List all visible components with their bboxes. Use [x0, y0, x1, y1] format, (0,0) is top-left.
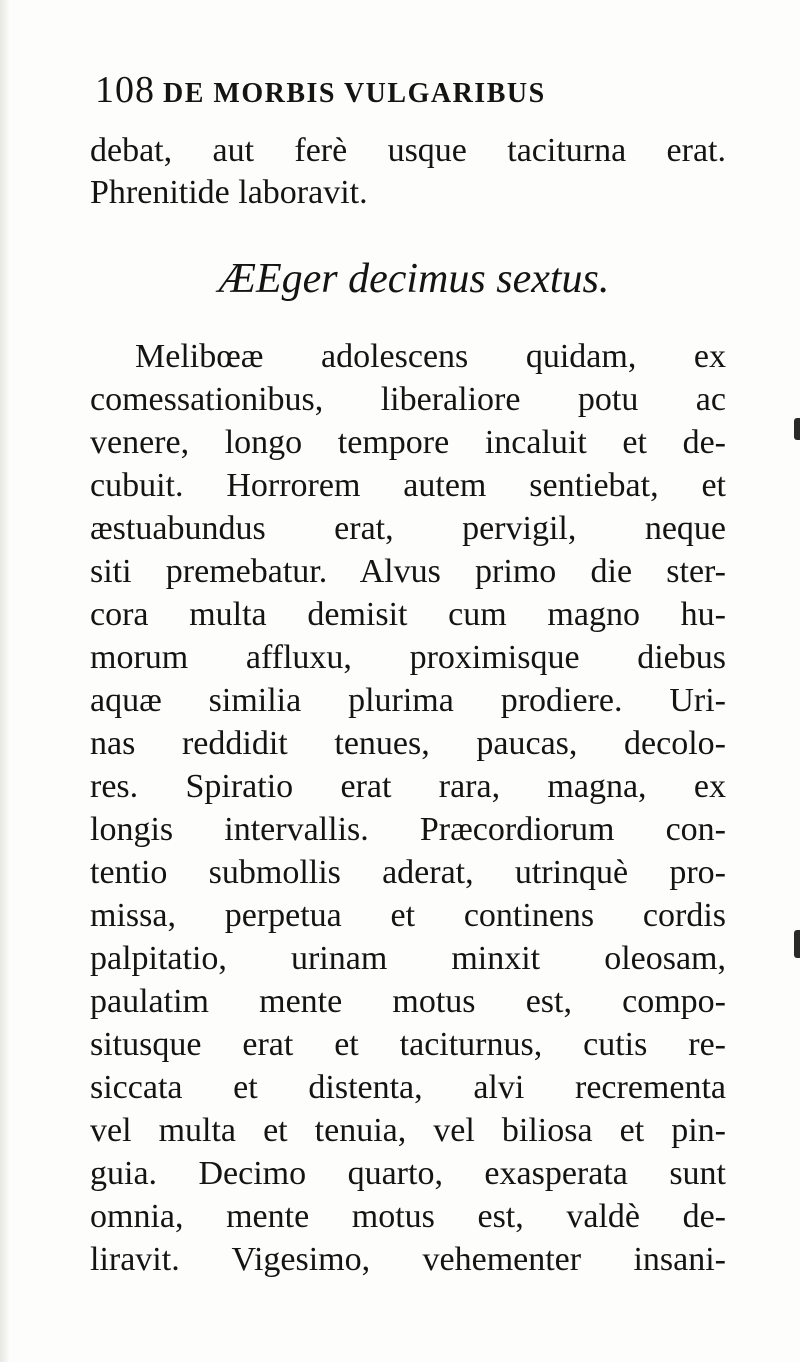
paragraph-line: longis intervallis. Præcordiorum con- — [90, 811, 726, 848]
paragraph-line: paulatim mente motus est, compo- — [90, 983, 726, 1020]
paragraph-line: comessationibus, liberaliore potu ac — [90, 381, 726, 418]
paragraph-line: omnia, mente motus est, valdè de- — [90, 1198, 726, 1235]
page-edge-mark — [794, 930, 800, 958]
paragraph-line: æstuabundus erat, pervigil, neque — [90, 510, 726, 547]
continuation-line: debat, aut ferè usque taciturna erat. — [90, 132, 726, 169]
paragraph-line: liravit. Vigesimo, vehementer insani- — [90, 1241, 726, 1278]
running-head — [95, 68, 715, 112]
paragraph-line: guia. Decimo quarto, exasperata sunt — [90, 1155, 726, 1192]
paragraph-line: aquæ similia plurima prodiere. Uri- — [90, 682, 726, 719]
paragraph-line: Melibœæ adolescens quidam, ex — [135, 338, 726, 375]
paragraph-line: res. Spiratio erat rara, magna, ex — [90, 768, 726, 805]
paragraph-line: situsque erat et taciturnus, cutis re- — [90, 1026, 726, 1063]
paragraph-line: venere, longo tempore incaluit et de- — [90, 424, 726, 461]
page-number: 108 — [95, 69, 155, 111]
page-edge-shadow — [0, 0, 10, 1362]
section-heading: ÆEger decimus sextus. — [218, 256, 610, 302]
paragraph-line: nas reddidit tenues, paucas, decolo- — [90, 725, 726, 762]
paragraph-line: siccata et distenta, alvi recrementa — [90, 1069, 726, 1106]
running-title: DE MORBIS VULGARIBUS — [163, 78, 546, 109]
paragraph-line: palpitatio, urinam minxit oleosam, — [90, 940, 726, 977]
paragraph-line: missa, perpetua et continens cordis — [90, 897, 726, 934]
paragraph-line: tentio submollis aderat, utrinquè pro- — [90, 854, 726, 891]
paragraph-line: morum affluxu, proximisque diebus — [90, 639, 726, 676]
paragraph-line: cubuit. Horrorem autem sentiebat, et — [90, 467, 726, 504]
paragraph-line: vel multa et tenuia, vel biliosa et pin- — [90, 1112, 726, 1149]
paragraph-line: siti premebatur. Alvus primo die ster- — [90, 553, 726, 590]
page-edge-mark — [794, 418, 800, 440]
paragraph-line: cora multa demisit cum magno hu- — [90, 596, 726, 633]
continuation-line: Phrenitide laboravit. — [90, 174, 368, 211]
